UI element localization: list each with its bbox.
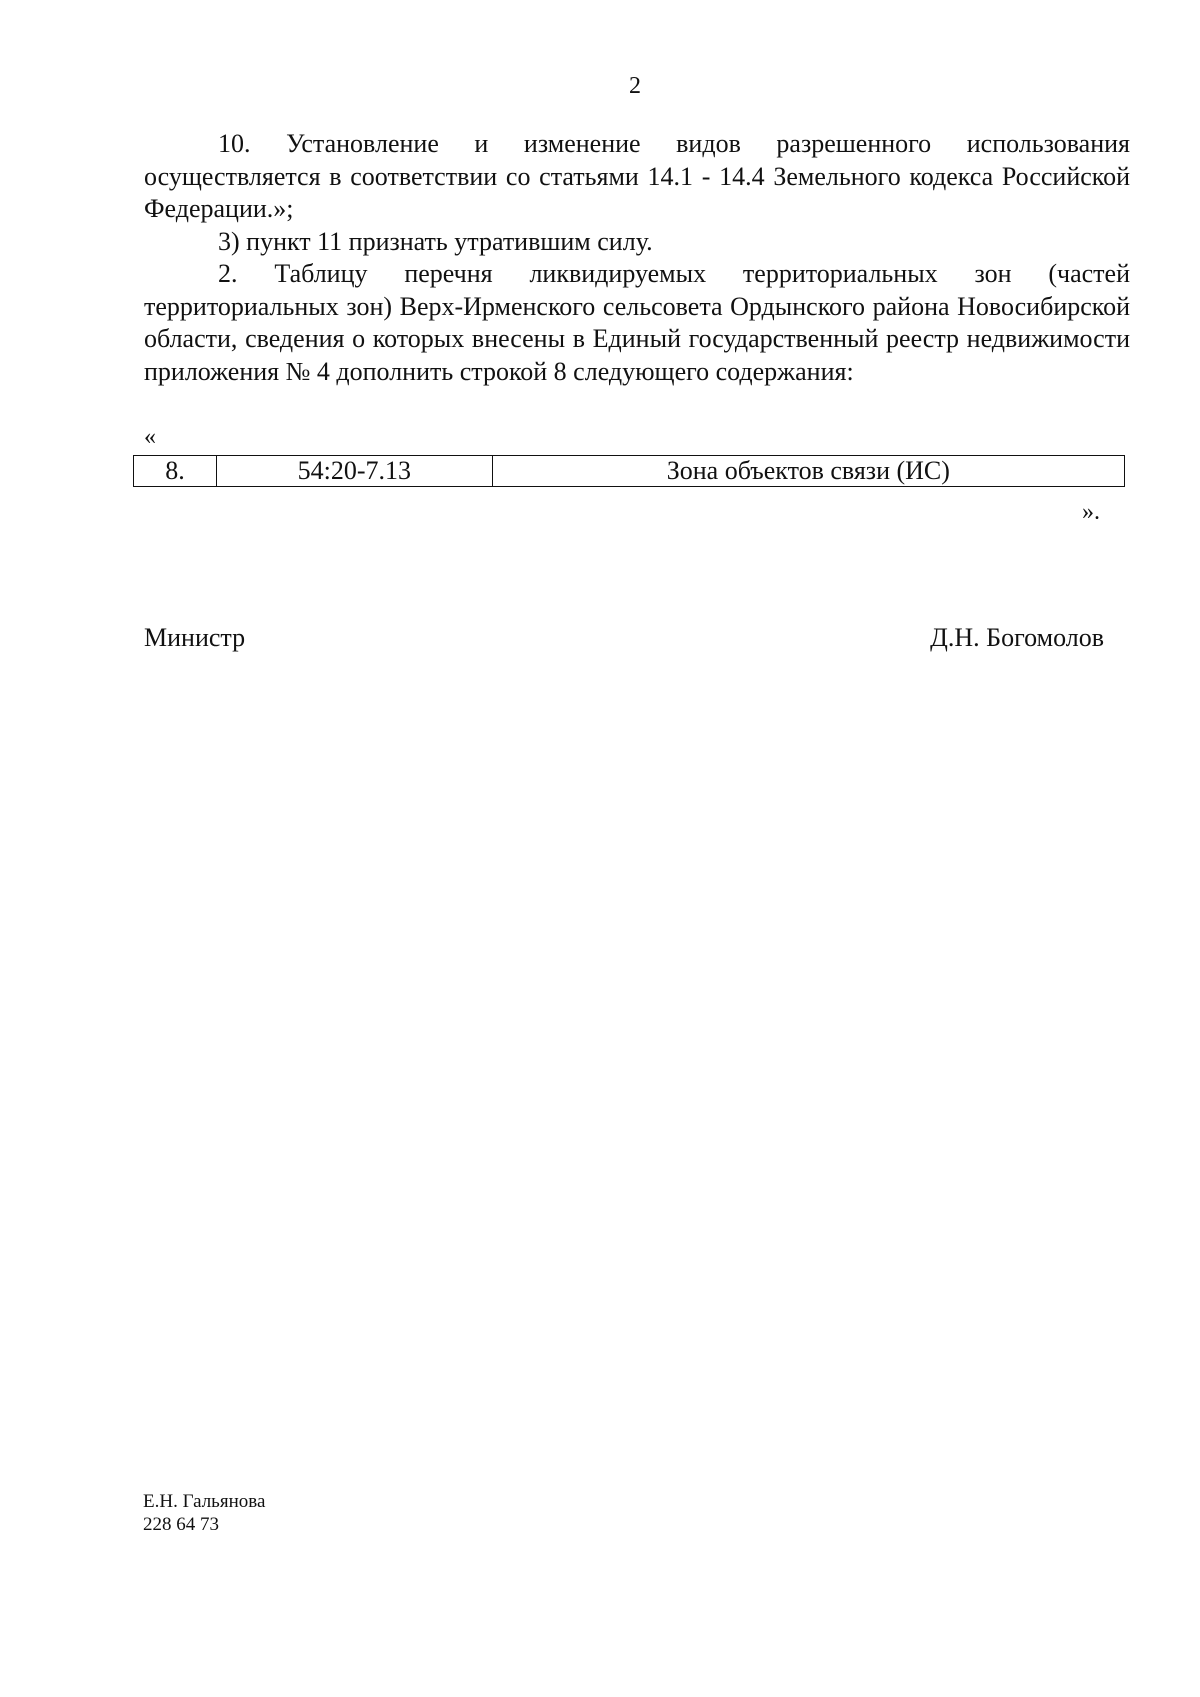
table-row (134, 456, 1125, 487)
zone-table (133, 455, 1125, 487)
zone-name-cell: Зона объектов связи (ИС) (492, 456, 1124, 487)
document-body (144, 128, 1130, 388)
executor-block (143, 1490, 265, 1536)
row-number-cell: 8. (134, 456, 217, 487)
paragraph-item-3: 3) пункт 11 признать утратившим силу. (218, 226, 653, 256)
zone-code-cell: 54:20-7.13 (216, 456, 492, 487)
page-number: 2 (629, 73, 641, 99)
paragraph-item-2: 2. Таблицу перечня ликвидируемых территориальных зон (частей территориальных зон) Верх-Ирменского сельсовета Ордынского района Новосибирской области, сведения о которых внесены в Единый государственный реестр недвижимости приложения № 4 дополнить строкой 8 следующего содержания: (144, 259, 1130, 386)
executor-name: Е.Н. Гальянова (143, 1491, 266, 1512)
opening-quote: « (144, 424, 156, 450)
paragraph-item-10: 10. Установление и изменение видов разрешенного использования осуществляется в соответствии со статьями 14.1 - 14.4 Земельного кодекса Российской Федерации.»; (144, 129, 1130, 223)
signer-name: Д.Н. Богомолов (930, 623, 1104, 652)
executor-phone: 228 64 73 (143, 1514, 219, 1535)
signer-title: Министр (144, 623, 246, 652)
closing-quote: ». (1082, 499, 1100, 525)
